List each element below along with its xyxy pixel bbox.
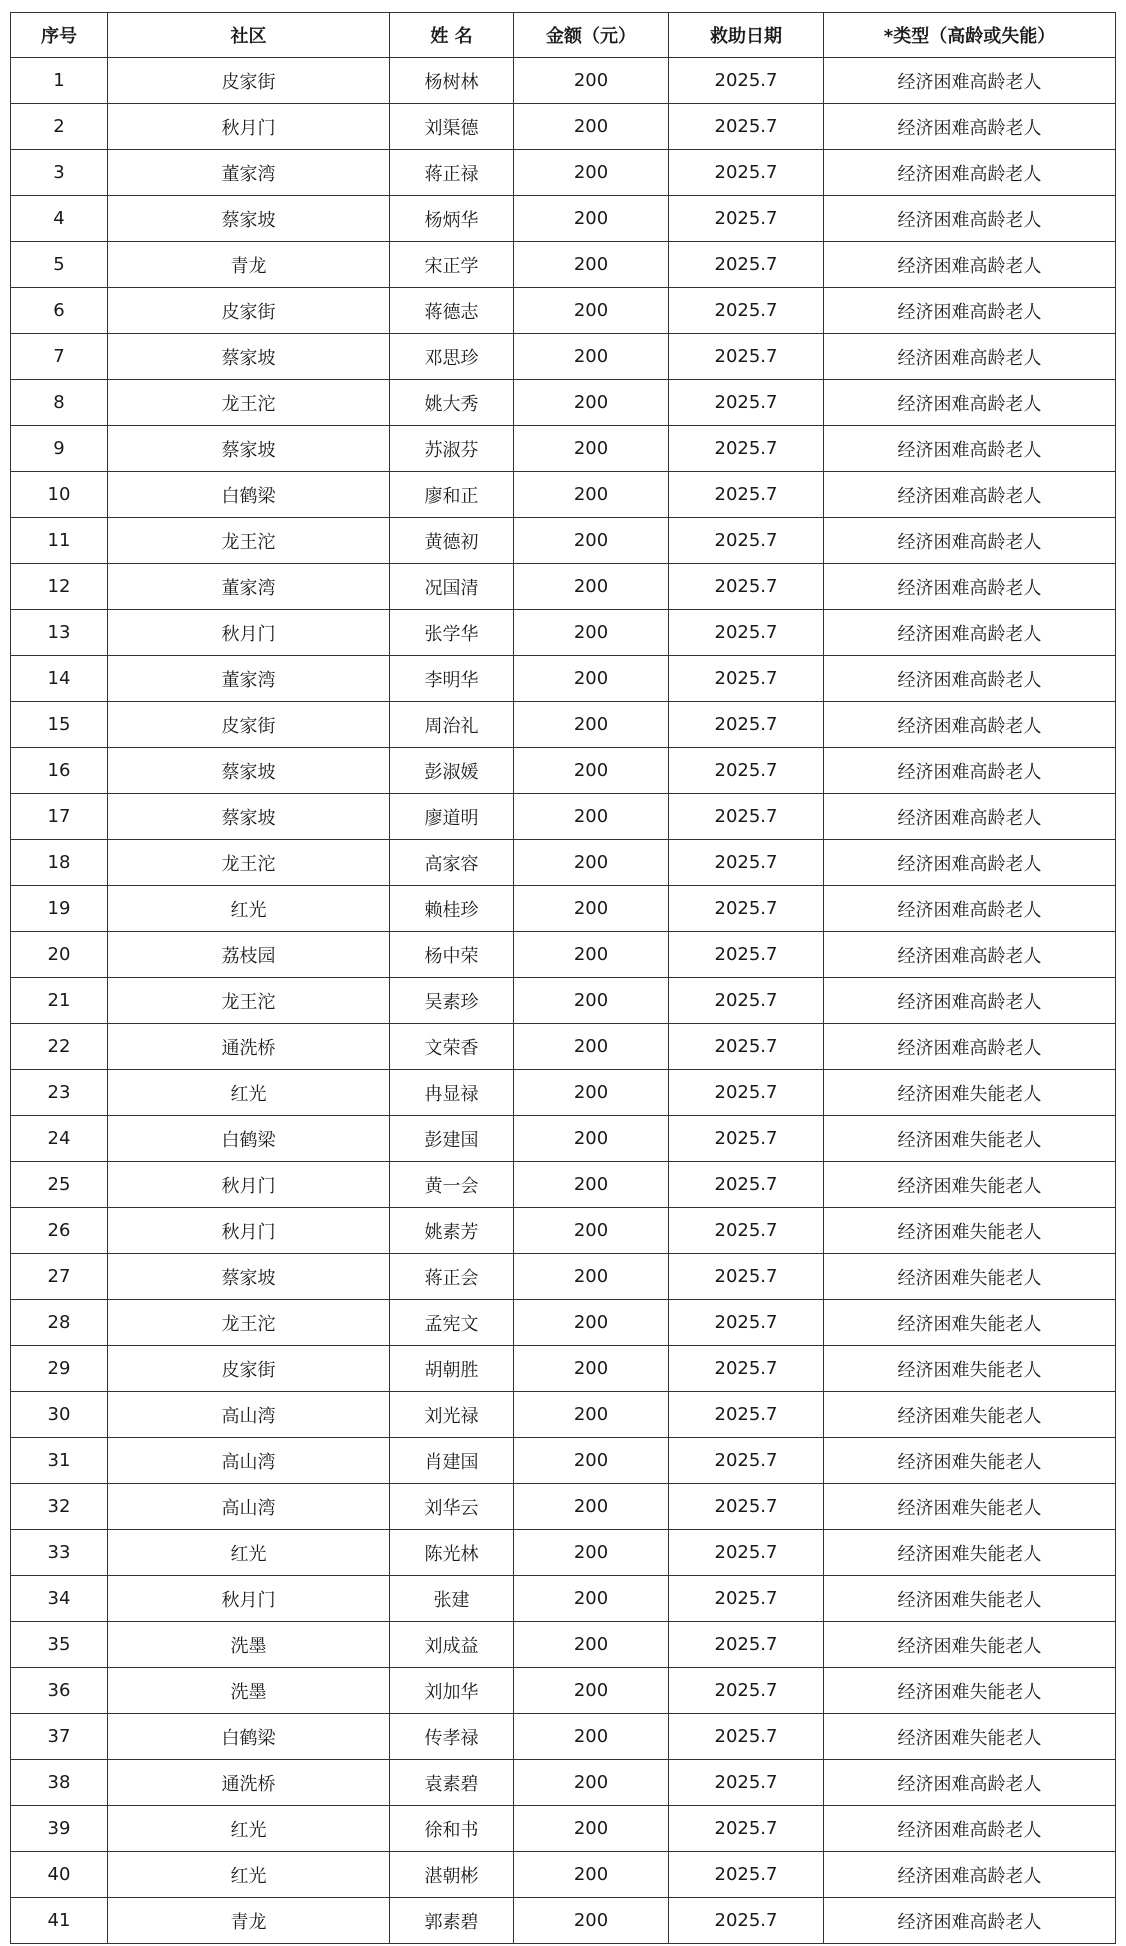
cell-date: 2025.7 [669,610,824,656]
cell-date: 2025.7 [669,334,824,380]
cell-date: 2025.7 [669,702,824,748]
cell-type: 经济困难失能老人 [824,1622,1116,1668]
cell-index: 18 [11,840,108,886]
cell-date: 2025.7 [669,1668,824,1714]
cell-amount: 200 [514,380,669,426]
cell-date: 2025.7 [669,1116,824,1162]
table-row [11,196,1116,242]
cell-index: 2 [11,104,108,150]
cell-type: 经济困难失能老人 [824,1300,1116,1346]
table-row [11,610,1116,656]
cell-amount: 200 [514,242,669,288]
cell-index: 17 [11,794,108,840]
cell-community: 龙王沱 [108,978,390,1024]
table-row [11,1346,1116,1392]
cell-type: 经济困难高龄老人 [824,518,1116,564]
cell-date: 2025.7 [669,794,824,840]
cell-index: 28 [11,1300,108,1346]
cell-index: 33 [11,1530,108,1576]
cell-name: 刘成益 [390,1622,514,1668]
cell-community: 高山湾 [108,1438,390,1484]
cell-name: 况国清 [390,564,514,610]
cell-community: 龙王沱 [108,1300,390,1346]
cell-name: 李明华 [390,656,514,702]
cell-type: 经济困难失能老人 [824,1392,1116,1438]
cell-community: 白鹤梁 [108,472,390,518]
cell-amount: 200 [514,978,669,1024]
table-row [11,1898,1116,1944]
table-row [11,1576,1116,1622]
table-row [11,564,1116,610]
table-row [11,1530,1116,1576]
cell-date: 2025.7 [669,518,824,564]
cell-amount: 200 [514,1070,669,1116]
cell-community: 红光 [108,1852,390,1898]
cell-amount: 200 [514,1162,669,1208]
cell-date: 2025.7 [669,1898,824,1944]
table-row [11,794,1116,840]
cell-amount: 200 [514,196,669,242]
cell-amount: 200 [514,1714,669,1760]
cell-index: 39 [11,1806,108,1852]
cell-index: 6 [11,288,108,334]
cell-amount: 200 [514,1576,669,1622]
cell-community: 皮家街 [108,288,390,334]
cell-community: 秋月门 [108,1576,390,1622]
cell-name: 姚大秀 [390,380,514,426]
cell-community: 蔡家坡 [108,794,390,840]
cell-community: 高山湾 [108,1392,390,1438]
cell-community: 皮家街 [108,702,390,748]
cell-community: 秋月门 [108,610,390,656]
table-row [11,58,1116,104]
cell-community: 秋月门 [108,1208,390,1254]
cell-name: 文荣香 [390,1024,514,1070]
cell-date: 2025.7 [669,1438,824,1484]
cell-amount: 200 [514,58,669,104]
cell-community: 红光 [108,1806,390,1852]
cell-amount: 200 [514,702,669,748]
cell-type: 经济困难失能老人 [824,1254,1116,1300]
cell-type: 经济困难高龄老人 [824,58,1116,104]
cell-amount: 200 [514,472,669,518]
cell-name: 赖桂珍 [390,886,514,932]
cell-date: 2025.7 [669,380,824,426]
cell-index: 37 [11,1714,108,1760]
cell-date: 2025.7 [669,1806,824,1852]
cell-index: 5 [11,242,108,288]
cell-name: 苏淑芬 [390,426,514,472]
cell-type: 经济困难失能老人 [824,1346,1116,1392]
cell-amount: 200 [514,288,669,334]
cell-type: 经济困难高龄老人 [824,196,1116,242]
table-row [11,426,1116,472]
cell-name: 刘渠德 [390,104,514,150]
cell-date: 2025.7 [669,1208,824,1254]
cell-index: 30 [11,1392,108,1438]
cell-index: 9 [11,426,108,472]
cell-community: 蔡家坡 [108,748,390,794]
cell-amount: 200 [514,1346,669,1392]
cell-date: 2025.7 [669,1300,824,1346]
cell-index: 31 [11,1438,108,1484]
cell-date: 2025.7 [669,886,824,932]
cell-type: 经济困难失能老人 [824,1668,1116,1714]
cell-community: 蔡家坡 [108,334,390,380]
cell-type: 经济困难高龄老人 [824,334,1116,380]
cell-date: 2025.7 [669,58,824,104]
cell-date: 2025.7 [669,1024,824,1070]
cell-amount: 200 [514,1300,669,1346]
cell-date: 2025.7 [669,242,824,288]
cell-index: 29 [11,1346,108,1392]
cell-type: 经济困难失能老人 [824,1438,1116,1484]
table-body [11,58,1116,1944]
cell-date: 2025.7 [669,564,824,610]
header-type: *类型（高龄或失能） [824,13,1116,58]
cell-community: 红光 [108,886,390,932]
cell-type: 经济困难高龄老人 [824,1898,1116,1944]
cell-name: 高家容 [390,840,514,886]
cell-date: 2025.7 [669,978,824,1024]
table-row [11,1116,1116,1162]
cell-index: 35 [11,1622,108,1668]
cell-index: 32 [11,1484,108,1530]
cell-index: 15 [11,702,108,748]
cell-amount: 200 [514,1116,669,1162]
cell-name: 袁素碧 [390,1760,514,1806]
cell-amount: 200 [514,1898,669,1944]
cell-date: 2025.7 [669,1346,824,1392]
cell-amount: 200 [514,1484,669,1530]
table-row [11,288,1116,334]
table-row [11,1668,1116,1714]
table-row [11,1162,1116,1208]
cell-name: 孟宪文 [390,1300,514,1346]
cell-type: 经济困难高龄老人 [824,932,1116,978]
cell-date: 2025.7 [669,1254,824,1300]
cell-type: 经济困难高龄老人 [824,1024,1116,1070]
cell-index: 19 [11,886,108,932]
table-row [11,748,1116,794]
cell-amount: 200 [514,1254,669,1300]
table-row [11,1392,1116,1438]
cell-community: 龙王沱 [108,840,390,886]
cell-community: 白鹤梁 [108,1714,390,1760]
cell-amount: 200 [514,1024,669,1070]
cell-index: 10 [11,472,108,518]
cell-community: 蔡家坡 [108,196,390,242]
cell-amount: 200 [514,150,669,196]
cell-amount: 200 [514,656,669,702]
cell-type: 经济困难高龄老人 [824,1760,1116,1806]
cell-community: 蔡家坡 [108,426,390,472]
cell-amount: 200 [514,1438,669,1484]
cell-index: 16 [11,748,108,794]
cell-name: 姚素芳 [390,1208,514,1254]
table-row [11,242,1116,288]
table-row [11,1760,1116,1806]
cell-name: 彭建国 [390,1116,514,1162]
cell-name: 传孝禄 [390,1714,514,1760]
cell-community: 白鹤梁 [108,1116,390,1162]
cell-date: 2025.7 [669,1070,824,1116]
cell-amount: 200 [514,1208,669,1254]
table-row [11,1622,1116,1668]
cell-community: 通洗桥 [108,1024,390,1070]
cell-date: 2025.7 [669,288,824,334]
cell-community: 龙王沱 [108,380,390,426]
table-row [11,1254,1116,1300]
cell-name: 肖建国 [390,1438,514,1484]
cell-type: 经济困难高龄老人 [824,610,1116,656]
cell-index: 34 [11,1576,108,1622]
cell-name: 郭素碧 [390,1898,514,1944]
cell-community: 秋月门 [108,1162,390,1208]
table-row [11,150,1116,196]
cell-amount: 200 [514,886,669,932]
cell-type: 经济困难高龄老人 [824,1806,1116,1852]
cell-name: 廖和正 [390,472,514,518]
cell-type: 经济困难高龄老人 [824,380,1116,426]
header-name: 姓 名 [390,13,514,58]
cell-date: 2025.7 [669,1852,824,1898]
cell-type: 经济困难失能老人 [824,1576,1116,1622]
cell-name: 周治礼 [390,702,514,748]
cell-date: 2025.7 [669,472,824,518]
table-row [11,978,1116,1024]
table-row [11,334,1116,380]
table-row [11,886,1116,932]
table-header-row [11,13,1116,58]
cell-amount: 200 [514,610,669,656]
cell-community: 龙王沱 [108,518,390,564]
cell-community: 荔枝园 [108,932,390,978]
cell-name: 刘光禄 [390,1392,514,1438]
cell-index: 4 [11,196,108,242]
cell-index: 24 [11,1116,108,1162]
cell-amount: 200 [514,564,669,610]
cell-name: 陈光林 [390,1530,514,1576]
cell-name: 胡朝胜 [390,1346,514,1392]
cell-type: 经济困难失能老人 [824,1116,1116,1162]
cell-index: 23 [11,1070,108,1116]
cell-community: 高山湾 [108,1484,390,1530]
cell-date: 2025.7 [669,656,824,702]
cell-type: 经济困难高龄老人 [824,472,1116,518]
cell-community: 董家湾 [108,150,390,196]
cell-date: 2025.7 [669,1576,824,1622]
cell-index: 7 [11,334,108,380]
cell-date: 2025.7 [669,1622,824,1668]
header-date: 救助日期 [669,13,824,58]
cell-type: 经济困难高龄老人 [824,1852,1116,1898]
cell-community: 蔡家坡 [108,1254,390,1300]
cell-community: 洗墨 [108,1668,390,1714]
cell-name: 杨中荣 [390,932,514,978]
table-row [11,656,1116,702]
table-row [11,472,1116,518]
table-row [11,1070,1116,1116]
cell-date: 2025.7 [669,1714,824,1760]
cell-amount: 200 [514,1622,669,1668]
cell-name: 蒋正禄 [390,150,514,196]
cell-amount: 200 [514,1530,669,1576]
table-row [11,840,1116,886]
cell-community: 皮家街 [108,58,390,104]
cell-date: 2025.7 [669,150,824,196]
cell-name: 蒋德志 [390,288,514,334]
cell-date: 2025.7 [669,196,824,242]
cell-name: 冉显禄 [390,1070,514,1116]
cell-community: 通洗桥 [108,1760,390,1806]
cell-index: 13 [11,610,108,656]
cell-name: 杨炳华 [390,196,514,242]
cell-name: 邓思珍 [390,334,514,380]
cell-community: 皮家街 [108,1346,390,1392]
cell-index: 38 [11,1760,108,1806]
cell-date: 2025.7 [669,1392,824,1438]
cell-type: 经济困难高龄老人 [824,564,1116,610]
cell-type: 经济困难高龄老人 [824,748,1116,794]
header-community: 社区 [108,13,390,58]
table-row [11,932,1116,978]
cell-index: 11 [11,518,108,564]
cell-index: 14 [11,656,108,702]
cell-amount: 200 [514,1760,669,1806]
cell-amount: 200 [514,1392,669,1438]
cell-date: 2025.7 [669,932,824,978]
cell-name: 杨树林 [390,58,514,104]
cell-name: 刘加华 [390,1668,514,1714]
cell-name: 徐和书 [390,1806,514,1852]
table-row [11,1806,1116,1852]
cell-community: 秋月门 [108,104,390,150]
cell-date: 2025.7 [669,1162,824,1208]
cell-amount: 200 [514,1806,669,1852]
cell-community: 洗墨 [108,1622,390,1668]
cell-type: 经济困难高龄老人 [824,886,1116,932]
cell-index: 40 [11,1852,108,1898]
relief-table-sheet [10,12,1115,1944]
cell-type: 经济困难高龄老人 [824,978,1116,1024]
cell-amount: 200 [514,518,669,564]
table-row [11,702,1116,748]
cell-community: 董家湾 [108,564,390,610]
cell-date: 2025.7 [669,748,824,794]
cell-type: 经济困难失能老人 [824,1484,1116,1530]
cell-index: 1 [11,58,108,104]
cell-name: 黄一会 [390,1162,514,1208]
relief-table [10,12,1116,1944]
cell-index: 27 [11,1254,108,1300]
cell-type: 经济困难高龄老人 [824,702,1116,748]
cell-index: 8 [11,380,108,426]
header-index: 序号 [11,13,108,58]
cell-type: 经济困难失能老人 [824,1714,1116,1760]
cell-type: 经济困难高龄老人 [824,288,1116,334]
table-row [11,518,1116,564]
cell-amount: 200 [514,840,669,886]
cell-name: 张建 [390,1576,514,1622]
cell-date: 2025.7 [669,1530,824,1576]
cell-amount: 200 [514,1668,669,1714]
table-row [11,1484,1116,1530]
cell-name: 廖道明 [390,794,514,840]
cell-index: 26 [11,1208,108,1254]
cell-amount: 200 [514,1852,669,1898]
table-row [11,1852,1116,1898]
table-row [11,1300,1116,1346]
cell-type: 经济困难失能老人 [824,1162,1116,1208]
cell-index: 22 [11,1024,108,1070]
table-row [11,1438,1116,1484]
cell-type: 经济困难失能老人 [824,1070,1116,1116]
cell-index: 25 [11,1162,108,1208]
cell-index: 41 [11,1898,108,1944]
cell-type: 经济困难高龄老人 [824,426,1116,472]
cell-type: 经济困难高龄老人 [824,150,1116,196]
cell-name: 张学华 [390,610,514,656]
table-row [11,1208,1116,1254]
cell-date: 2025.7 [669,104,824,150]
cell-index: 36 [11,1668,108,1714]
cell-amount: 200 [514,334,669,380]
cell-date: 2025.7 [669,840,824,886]
cell-name: 彭淑媛 [390,748,514,794]
cell-community: 青龙 [108,1898,390,1944]
cell-name: 黄德初 [390,518,514,564]
table-row [11,1714,1116,1760]
cell-amount: 200 [514,794,669,840]
cell-type: 经济困难高龄老人 [824,104,1116,150]
table-row [11,380,1116,426]
cell-index: 3 [11,150,108,196]
cell-community: 红光 [108,1070,390,1116]
header-amount: 金额（元） [514,13,669,58]
cell-type: 经济困难高龄老人 [824,840,1116,886]
cell-type: 经济困难高龄老人 [824,656,1116,702]
cell-date: 2025.7 [669,426,824,472]
table-row [11,1024,1116,1070]
cell-name: 吴素珍 [390,978,514,1024]
cell-index: 12 [11,564,108,610]
cell-name: 湛朝彬 [390,1852,514,1898]
cell-type: 经济困难失能老人 [824,1208,1116,1254]
cell-index: 21 [11,978,108,1024]
cell-community: 董家湾 [108,656,390,702]
cell-date: 2025.7 [669,1484,824,1530]
cell-amount: 200 [514,104,669,150]
cell-community: 红光 [108,1530,390,1576]
cell-community: 青龙 [108,242,390,288]
cell-amount: 200 [514,748,669,794]
cell-name: 蒋正会 [390,1254,514,1300]
cell-date: 2025.7 [669,1760,824,1806]
cell-amount: 200 [514,932,669,978]
cell-index: 20 [11,932,108,978]
cell-type: 经济困难失能老人 [824,1530,1116,1576]
cell-amount: 200 [514,426,669,472]
cell-type: 经济困难高龄老人 [824,794,1116,840]
table-row [11,104,1116,150]
cell-name: 刘华云 [390,1484,514,1530]
cell-name: 宋正学 [390,242,514,288]
cell-type: 经济困难高龄老人 [824,242,1116,288]
